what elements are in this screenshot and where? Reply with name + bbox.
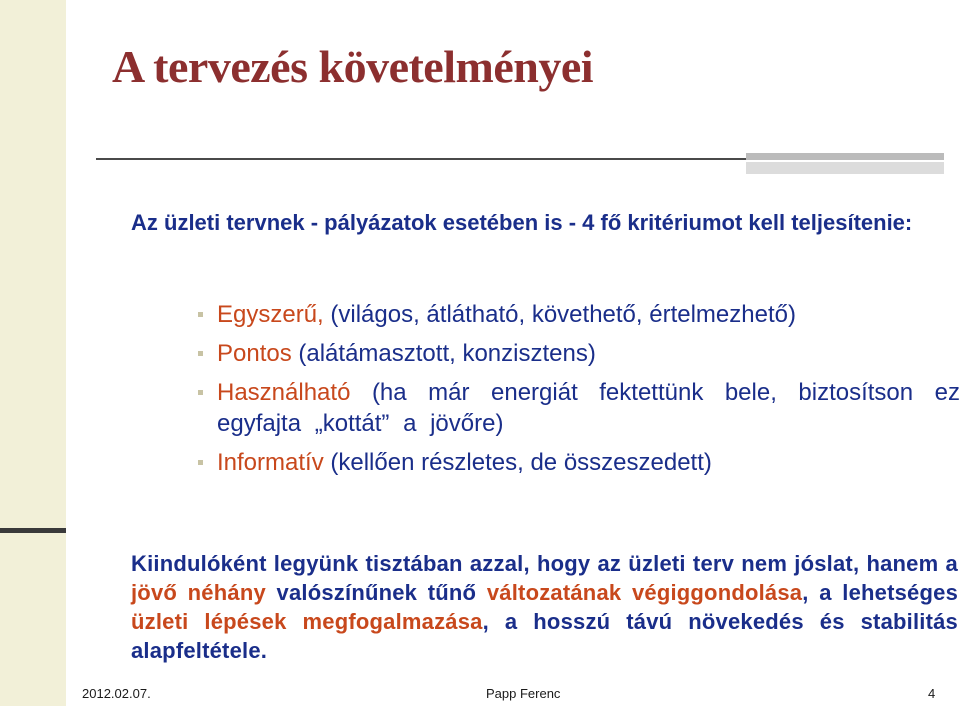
conclusion-text (131, 549, 958, 665)
conclusion-part: valószínűnek tűnő (265, 580, 487, 605)
conclusion-part: Kiindulóként legyünk tisztában azzal, hogy az üzleti terv nem jóslat, hanem a (131, 551, 958, 576)
square-bullet-icon (198, 351, 203, 356)
slide-title: A tervezés követelményei (112, 41, 594, 92)
slide-sidebar (0, 0, 66, 706)
square-bullet-icon (198, 390, 203, 395)
criterion-term: Használható (217, 379, 351, 406)
footer-page-number: 4 (928, 686, 936, 701)
criterion-detail: (alátámasztott, konzisztens) (291, 340, 596, 367)
conclusion-part: , a lehetséges (802, 580, 959, 605)
criterion-term: Pontos (217, 340, 292, 367)
list-item (196, 377, 960, 439)
list-item (196, 338, 960, 369)
list-item (196, 447, 960, 478)
conclusion-highlight: változatának végiggondolása (486, 580, 803, 605)
intro-text: Az üzleti tervnek - pályázatok esetében is - 4 fő kritériumot kell teljesítenie: (131, 210, 913, 235)
criterion-detail: (világos, átlátható, követhető, értelmezhető) (323, 301, 796, 328)
criterion-term: Informatív (217, 449, 324, 476)
criterion-detail: (kellően részletes, de összeszedett) (323, 449, 712, 476)
criteria-list (196, 299, 960, 486)
footer-date: 2012.02.07. (82, 686, 151, 701)
square-bullet-icon (198, 312, 203, 317)
title-divider-accent-shadow (746, 162, 944, 174)
conclusion-highlight: jövő néhány (131, 580, 266, 605)
criterion-detail: (ha már energiát fektettünk bele, biztosítson ez egyfajta „kottát” a jövőre) (217, 379, 960, 437)
footer-author: Papp Ferenc (486, 686, 561, 701)
conclusion-part: , a hosszú távú növekedés és stabilitás alapfeltétele. (131, 609, 958, 663)
sidebar-accent-bar (0, 528, 66, 533)
criterion-term: Egyszerű, (217, 301, 324, 328)
conclusion-highlight: üzleti lépések megfogalmazása (131, 609, 483, 634)
square-bullet-icon (198, 460, 203, 465)
list-item (196, 299, 960, 330)
title-divider-accent (746, 153, 944, 160)
